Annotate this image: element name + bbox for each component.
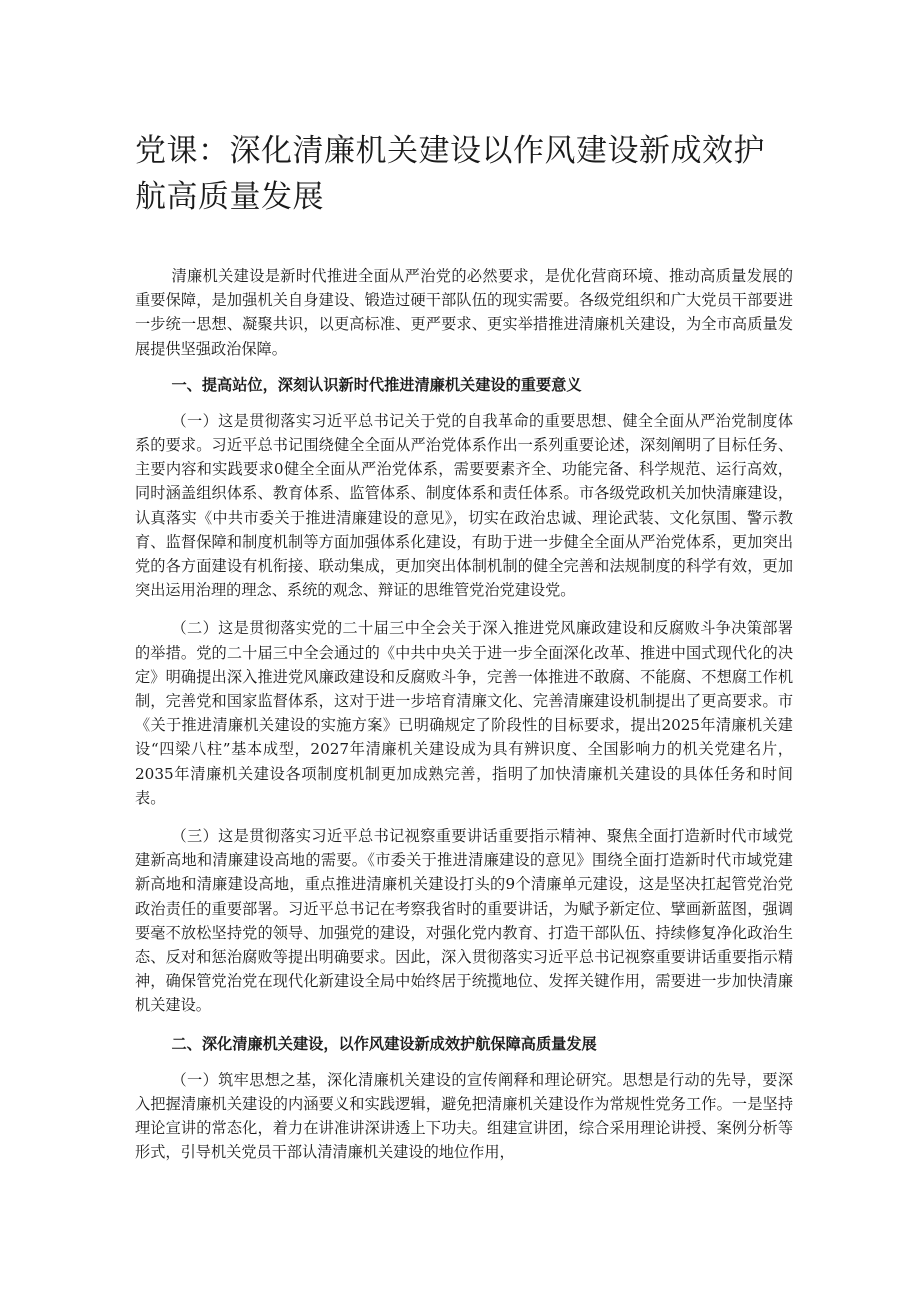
section-1-paragraph-2: （二）这是贯彻落实党的二十届三中全会关于深入推进党风廉政建设和反腐败斗争决策部署的举措。党的二十届三中全会通过的《中共中央关于进一步全面深化改革、推进中国式现代化的决定》明确提出深入推进党风廉政建设和反腐败斗争，完善一体推进不敢腐、不能腐、不想腐工作机制，完善党和国家监督体系，这对于进一步培育清廉文化、完善清廉建设机制提出了更高要求。市《关于推进清廉机关建设的实施方案》已明确规定了阶段性的目标要求，提出2025年清廉机关建设“四梁八柱”基本成型，2027年清廉机关建设成为具有辨识度、全国影响力的机关党建名片，2035年清廉机关建设各项制度机制更加成熟完善，指明了加快清廉机关建设的具体任务和时间表。 xyxy=(135,619,793,807)
section-2-paragraph-1: （一）筑牢思想之基，深化清廉机关建设的宣传阐释和理论研究。思想是行动的先导，要深入把握清廉机关建设的内涵要义和实践逻辑，避免把清廉机关建设作为常规性党务工作。一是坚持理论宣讲的常态化，着力在讲准讲深讲透上下功夫。组建宣讲团，综合采用理论讲授、案例分析等形式，引导机关党员干部认清清廉机关建设的地位作用， xyxy=(135,1070,793,1162)
section-1-heading: 一、提高站位，深刻认识新时代推进清廉机关建设的重要意义 xyxy=(171,375,582,394)
document-title: 党课：深化清廉机关建设以作风建设新成效护航高质量发展 xyxy=(135,133,765,215)
section-2-heading: 二、深化清廉机关建设，以作风建设新成效护航保障高质量发展 xyxy=(171,1034,597,1053)
section-1-paragraph-3: （三）这是贯彻落实习近平总书记视察重要讲话重要指示精神、聚焦全面打造新时代市域党建新高地和清廉建设高地的需要。《市委关于推进清廉建设的意见》围绕全面打造新时代市域党建新高地和清廉建设高地，重点推进清廉机关建设打头的9个清廉单元建设，这是坚决扛起管党治党政治责任的重要部署。习近平总书记在考察我省时的重要讲话，为赋予新定位、擘画新蓝图，强调要毫不放松坚持党的领导、加强党的建设，对强化党内教育、打造干部队伍、持续修复净化政治生态、反对和惩治腐败等提出明确要求。因此，深入贯彻落实习近平总书记视察重要讲话重要指示精神，确保管党治党在现代化新建设全局中始终居于统揽地位、发挥关键作用，需要进一步加快清廉机关建设。 xyxy=(135,827,793,1015)
document-page xyxy=(135,128,793,1179)
intro-paragraph: 清廉机关建设是新时代推进全面从严治党的必然要求，是优化营商环境、推动高质量发展的重要保障，是加强机关自身建设、锻造过硬干部队伍的现实需要。各级党组织和广大党员干部要进一步统一思想、凝聚共识，以更高标准、更严要求、更实举措推进清廉机关建设，为全市高质量发展提供坚强政治保障。 xyxy=(135,267,793,358)
section-1-paragraph-1: （一）这是贯彻落实习近平总书记关于党的自我革命的重要思想、健全全面从严治党制度体系的要求。习近平总书记围绕健全全面从严治党体系作出一系列重要论述，深刻阐明了目标任务、主要内容和实践要求0健全全面从严治党体系，需要要素齐全、功能完备、科学规范、运行高效，同时涵盖组织体系、教育体系、监管体系、制度体系和责任体系。市各级党政机关加快清廉建设，认真落实《中共市委关于推进清廉建设的意见》，切实在政治忠诚、理论武装、文化氛围、警示教育、监督保障和制度机制等方面加强体系化建设，有助于进一步健全全面从严治党体系，更加突出党的各方面建设有机衔接、联动集成，更加突出体制机制的健全完善和法规制度的科学有效，更加突出运用治理的理念、系统的观念、辩证的思维管党治党建设党。 xyxy=(135,411,793,600)
